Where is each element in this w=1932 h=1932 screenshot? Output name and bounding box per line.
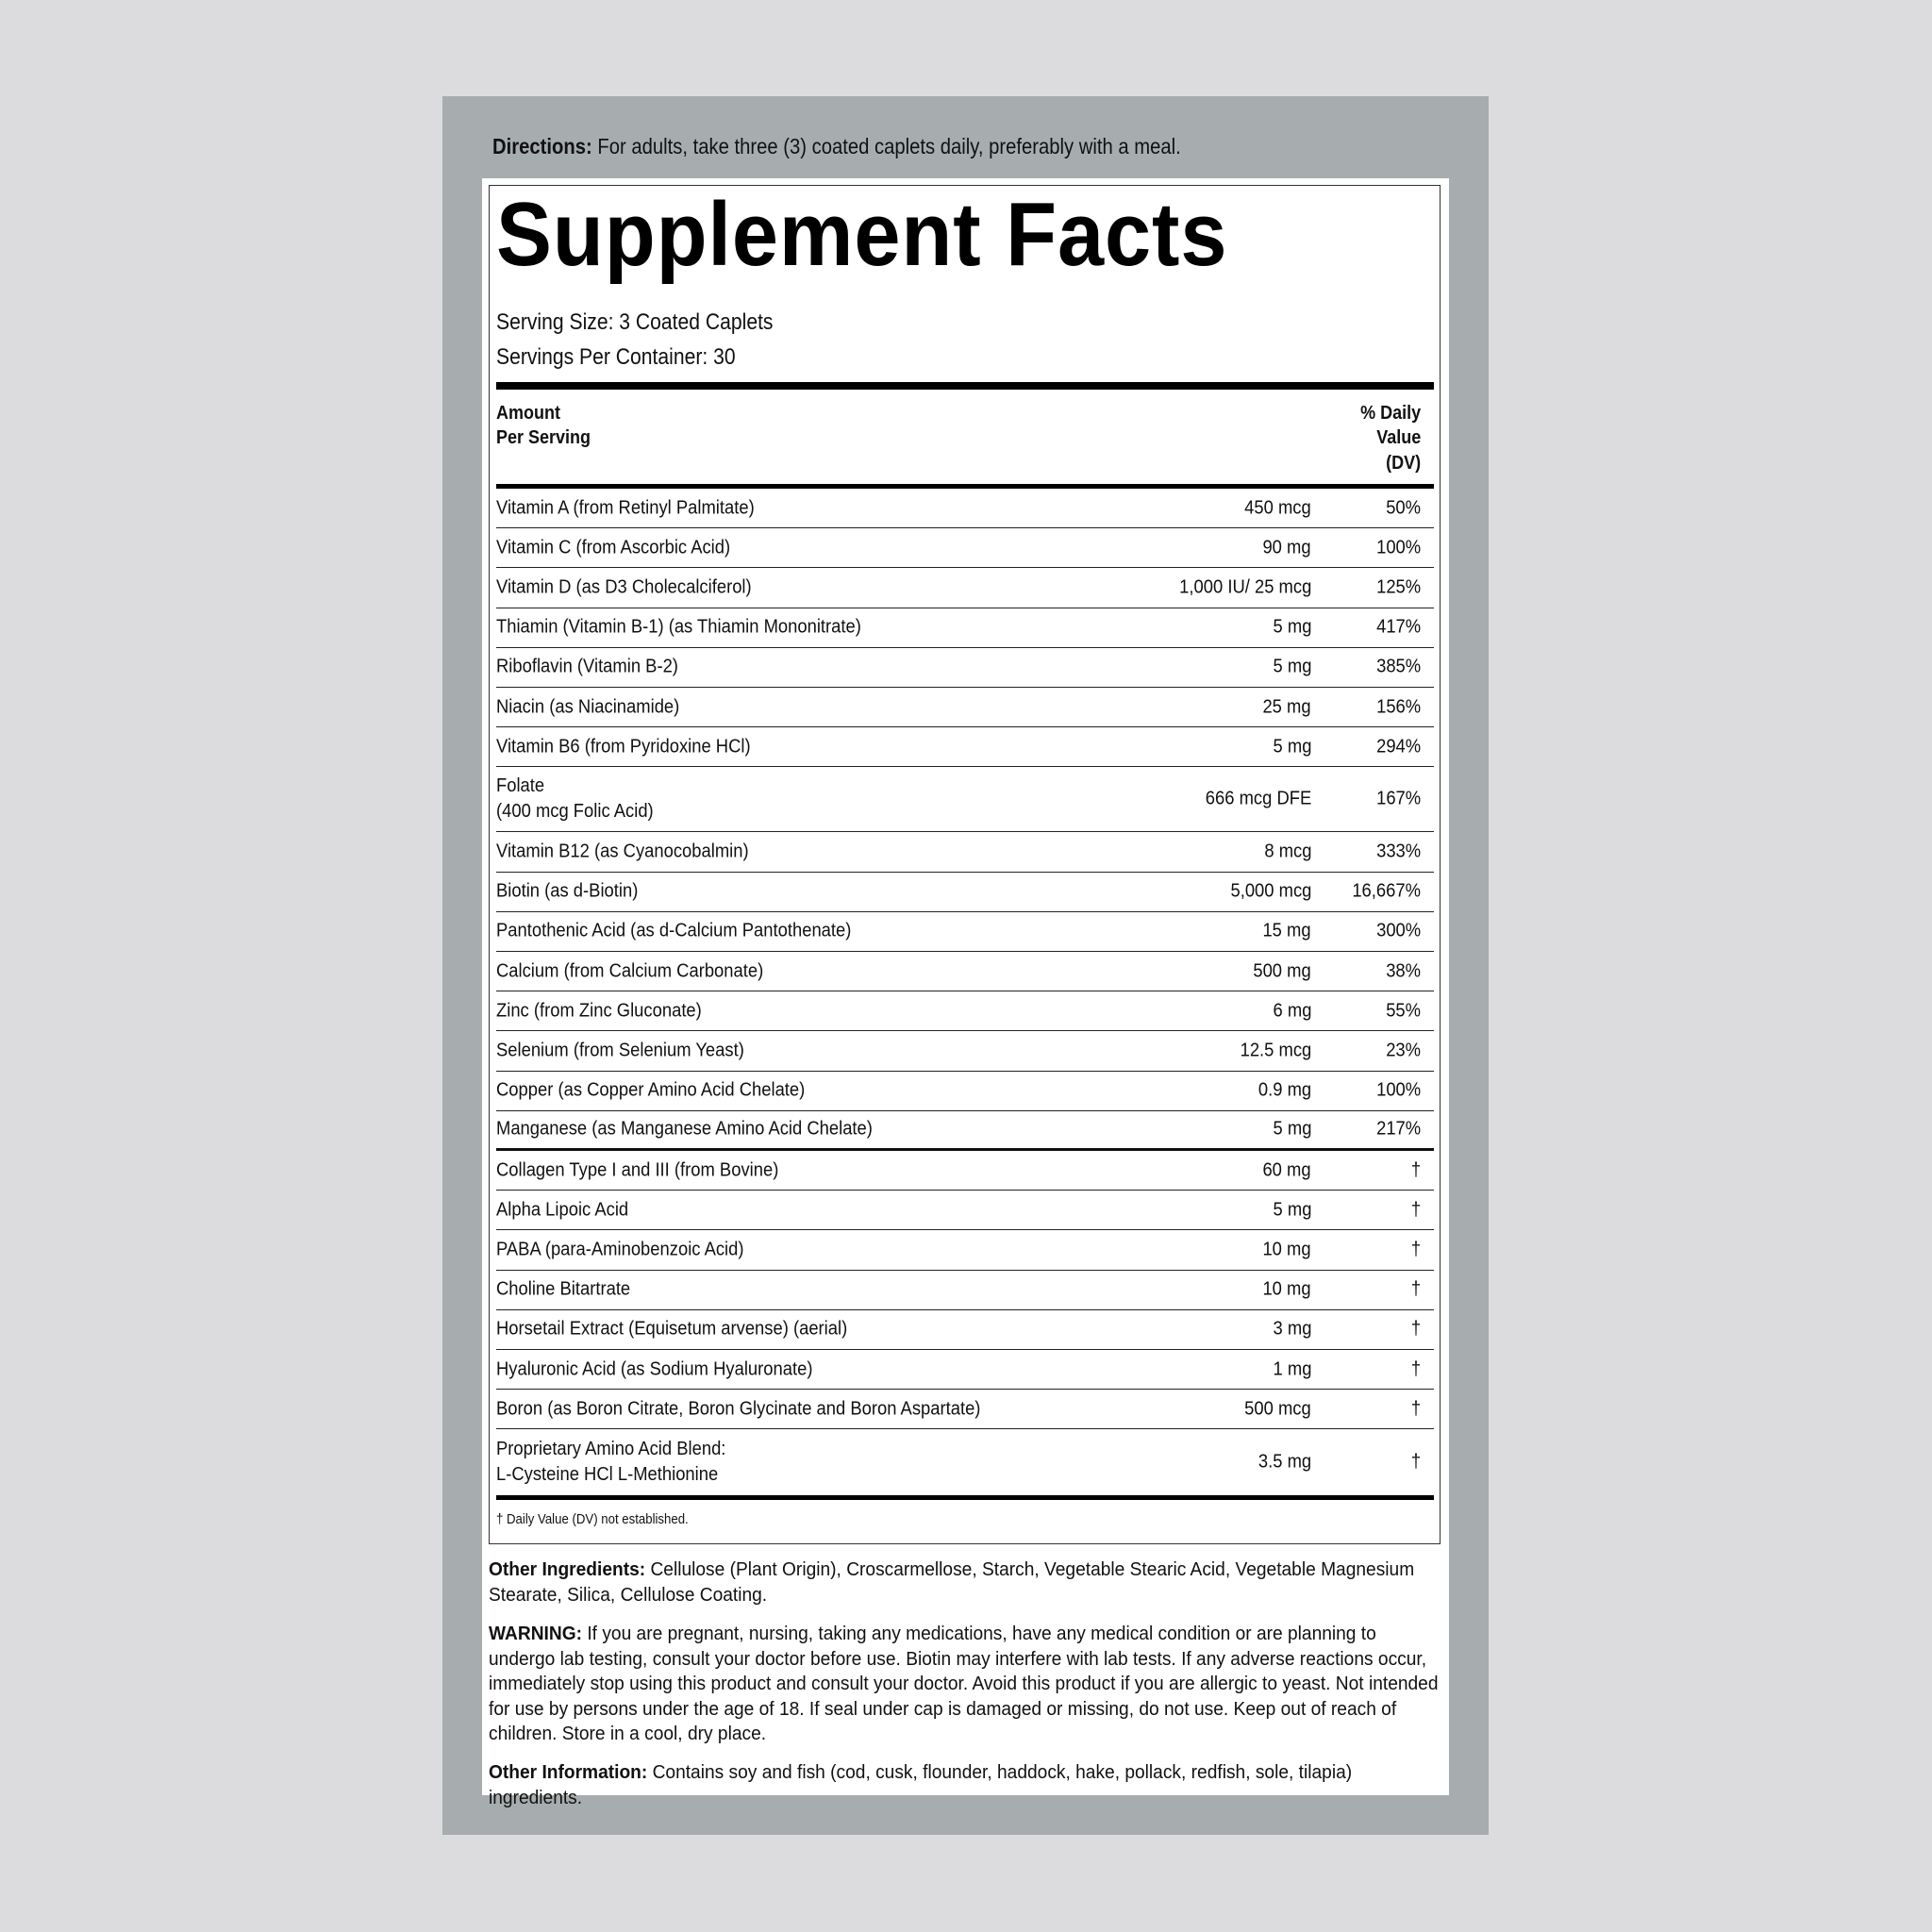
nutrient-amount: 0.9 mg <box>1257 1079 1311 1101</box>
nutrient-row <box>496 1230 1434 1270</box>
directions <box>492 130 1364 162</box>
other-ingredients-text: Cellulose (Plant Origin), Croscarmellose, Starch, Vegetable Stearic Acid, Vegetable Magnesium Stearate, Silica, Cellulose Coating. <box>489 1558 1415 1606</box>
other-ingredients <box>489 1557 1441 1607</box>
nutrient-name-line1: Vitamin C (from Ascorbic Acid) <box>496 537 731 558</box>
header-dv-line3: (DV) <box>1386 453 1421 474</box>
nutrient-daily-value: 16,667% <box>1352 880 1421 902</box>
nutrient-amount: 60 mg <box>1262 1159 1311 1181</box>
nutrient-row <box>496 648 1434 688</box>
nutrient-name <box>496 839 749 864</box>
directions-label: Directions: <box>492 134 592 158</box>
nutrient-name <box>496 774 654 824</box>
directions-text: For adults, take three (3) coated caplets daily, preferably with a meal. <box>591 134 1181 158</box>
nutrient-amount: 90 mg <box>1262 537 1311 558</box>
nutrient-row <box>496 1031 1434 1071</box>
nutrient-amount: 3.5 mg <box>1257 1451 1311 1473</box>
nutrient-name-line1: PABA (para-Aminobenzoic Acid) <box>496 1239 744 1260</box>
nutrient-daily-value: † <box>1410 1318 1421 1340</box>
nutrient-daily-value: † <box>1410 1199 1421 1221</box>
nutrient-name-line2: L-Cysteine HCl L-Methionine <box>496 1463 719 1485</box>
nutrient-amount: 10 mg <box>1262 1239 1311 1260</box>
nutrient-amount: 1 mg <box>1273 1358 1311 1380</box>
nutrient-daily-value: 385% <box>1375 656 1421 677</box>
nutrient-row <box>496 991 1434 1031</box>
nutrient-daily-value: 100% <box>1375 537 1421 558</box>
nutrient-name-line1: Copper (as Copper Amino Acid Chelate) <box>496 1079 806 1101</box>
nutrient-daily-value: 125% <box>1375 576 1421 598</box>
header-amount-line2: Per Serving <box>496 427 591 448</box>
nutrient-name <box>496 879 638 905</box>
nutrient-amount: 15 mg <box>1262 920 1311 941</box>
nutrient-name <box>496 1277 630 1303</box>
nutrient-row <box>496 688 1434 727</box>
nutrient-daily-value: 294% <box>1375 736 1421 758</box>
nutrient-daily-value: † <box>1410 1398 1421 1420</box>
nutrient-name <box>496 1197 628 1223</box>
servings-per-container: Servings Per Container: 30 <box>496 344 736 370</box>
nutrient-amount: 5 mg <box>1273 1199 1311 1221</box>
nutrient-row <box>496 1072 1434 1111</box>
dv-footnote: † Daily Value (DV) not established. <box>496 1511 689 1527</box>
nutrient-amount: 5 mg <box>1273 656 1311 677</box>
nutrient-amount: 8 mcg <box>1263 841 1311 862</box>
nutrient-daily-value: 50% <box>1386 497 1421 519</box>
nutrient-name-line1: Riboflavin (Vitamin B-2) <box>496 656 678 677</box>
thick-rule-top <box>496 382 1434 390</box>
nutrient-amount: 1,000 IU/ 25 mcg <box>1178 576 1311 598</box>
nutrient-row <box>496 1429 1434 1494</box>
nutrient-daily-value: 300% <box>1375 920 1421 941</box>
nutrient-name-line1: Choline Bitartrate <box>496 1278 631 1300</box>
nutrient-name-line1: Horsetail Extract (Equisetum arvense) (aerial) <box>496 1318 848 1340</box>
nutrient-amount: 500 mg <box>1253 960 1311 982</box>
nutrient-amount: 5 mg <box>1273 616 1311 638</box>
nutrient-amount: 6 mg <box>1273 1000 1311 1022</box>
nutrient-name-line1: Proprietary Amino Acid Blend: <box>496 1438 726 1459</box>
nutrient-name-line1: Collagen Type I and III (from Bovine) <box>496 1159 779 1181</box>
nutrient-row <box>496 912 1434 952</box>
nutrient-row <box>496 1191 1434 1230</box>
nutrient-name <box>496 1317 847 1342</box>
other-information <box>489 1760 1441 1810</box>
nutrient-name-line1: Niacin (as Niacinamide) <box>496 696 680 718</box>
nutrient-row <box>496 608 1434 648</box>
nutrient-name-line1: Boron (as Boron Citrate, Boron Glycinate and Boron Aspartate) <box>496 1398 981 1420</box>
nutrient-name-line1: Calcium (from Calcium Carbonate) <box>496 960 764 982</box>
nutrient-name-line1: Biotin (as d-Biotin) <box>496 880 639 902</box>
nutrient-name <box>496 495 755 521</box>
nutrient-daily-value: 100% <box>1375 1079 1421 1101</box>
nutrient-name-line1: Thiamin (Vitamin B-1) (as Thiamin Mononitrate) <box>496 616 861 638</box>
nutrient-amount: 25 mg <box>1262 696 1311 718</box>
nutrient-daily-value: 167% <box>1375 788 1421 809</box>
nutrient-name <box>496 1117 873 1142</box>
nutrient-row <box>496 832 1434 872</box>
nutrient-row <box>496 528 1434 568</box>
nutrient-name <box>496 1357 812 1382</box>
nutrient-name <box>496 694 679 720</box>
nutrient-row <box>496 568 1434 608</box>
thick-rule-bottom <box>496 1495 1434 1500</box>
nutrient-name <box>496 998 702 1024</box>
nutrient-name-line1: Alpha Lipoic Acid <box>496 1199 629 1221</box>
nutrient-daily-value: 156% <box>1375 696 1421 718</box>
header-dv-line1: % Daily <box>1359 403 1421 424</box>
nutrient-amount: 12.5 mcg <box>1240 1040 1311 1061</box>
nutrient-name-line1: Vitamin B6 (from Pyridoxine HCl) <box>496 736 751 758</box>
nutrient-row <box>496 1151 1434 1191</box>
nutrient-row <box>496 1390 1434 1429</box>
nutrient-row <box>496 1310 1434 1350</box>
nutrient-daily-value: 55% <box>1386 1000 1421 1022</box>
nutrient-daily-value: † <box>1410 1451 1421 1473</box>
nutrient-row <box>496 873 1434 912</box>
serving-size: Serving Size: 3 Coated Caplets <box>496 309 774 335</box>
warning <box>489 1622 1441 1747</box>
nutrient-row <box>496 489 1434 528</box>
header-amount-line1: Amount <box>496 403 560 424</box>
nutrient-daily-value: 23% <box>1386 1040 1421 1061</box>
nutrient-name <box>496 1437 725 1488</box>
nutrient-daily-value: † <box>1410 1239 1421 1260</box>
other-information-label: Other Information: <box>489 1761 648 1783</box>
nutrient-row <box>496 1111 1434 1151</box>
nutrient-row <box>496 952 1434 991</box>
nutrient-name-line1: Selenium (from Selenium Yeast) <box>496 1040 744 1061</box>
nutrient-name <box>496 575 752 600</box>
nutrient-amount: 3 mg <box>1273 1318 1311 1340</box>
nutrient-name <box>496 734 751 759</box>
nutrient-amount: 10 mg <box>1262 1278 1311 1300</box>
nutrient-name <box>496 1038 744 1063</box>
nutrient-name-line1: Hyaluronic Acid (as Sodium Hyaluronate) <box>496 1358 813 1380</box>
nutrient-name-line1: Vitamin A (from Retinyl Palmitate) <box>496 497 755 519</box>
supplement-facts-title: Supplement Facts <box>496 184 1228 285</box>
other-ingredients-label: Other Ingredients: <box>489 1558 646 1580</box>
nutrient-amount: 450 mcg <box>1244 497 1311 519</box>
header-dv-line2: Value <box>1375 427 1421 448</box>
nutrient-name <box>496 1078 805 1104</box>
nutrient-name <box>496 958 763 984</box>
nutrient-name-line1: Pantothenic Acid (as d-Calcium Pantothenate) <box>496 920 852 941</box>
warning-label: WARNING: <box>489 1623 583 1644</box>
nutrient-daily-value: † <box>1410 1159 1421 1181</box>
nutrient-row <box>496 767 1434 832</box>
nutrient-name <box>496 1396 980 1422</box>
nutrient-name <box>496 655 678 680</box>
other-information-text: Contains soy and fish (cod, cusk, flounder, haddock, hake, pollack, redfish, sole, tilapia) ingredients. <box>489 1761 1353 1808</box>
nutrient-name-line2: (400 mcg Folic Acid) <box>496 801 654 823</box>
nutrient-daily-value: 417% <box>1375 616 1421 638</box>
nutrient-name <box>496 615 861 641</box>
nutrient-daily-value: † <box>1410 1278 1421 1300</box>
nutrient-name <box>496 535 730 560</box>
nutrient-name-line1: Zinc (from Zinc Gluconate) <box>496 1000 702 1022</box>
nutrient-daily-value: 333% <box>1375 841 1421 862</box>
nutrient-name <box>496 1158 778 1183</box>
nutrient-daily-value: 38% <box>1386 960 1421 982</box>
nutrient-row <box>496 1350 1434 1390</box>
nutrient-name-line1: Vitamin D (as D3 Cholecalciferol) <box>496 576 752 598</box>
nutrient-daily-value: † <box>1410 1358 1421 1380</box>
warning-text: If you are pregnant, nursing, taking any medications, have any medical condition or are planning to undergo lab testing, consult your doctor before use. Biotin may interfere with lab tests. If any adverse reactions occur, immediately stop using this product and consult your doctor. Avoid this product if you are allergic to yeast. Not intended for use by persons under the age of 18. If seal under cap is damaged or missing, do not use. Keep out of reach of children. Store in a cool, dry place. <box>489 1623 1439 1744</box>
nutrient-amount: 666 mcg DFE <box>1205 788 1311 809</box>
nutrient-row <box>496 1271 1434 1310</box>
nutrient-name <box>496 1237 744 1262</box>
nutrient-row <box>496 727 1434 767</box>
nutrient-name-line1: Manganese (as Manganese Amino Acid Chelate) <box>496 1118 873 1140</box>
nutrient-amount: 5 mg <box>1273 736 1311 758</box>
nutrient-amount: 500 mcg <box>1244 1398 1311 1420</box>
nutrient-name-line1: Folate <box>496 775 545 797</box>
nutrient-name <box>496 919 851 944</box>
nutrient-daily-value: 217% <box>1375 1118 1421 1140</box>
nutrient-name-line1: Vitamin B12 (as Cyanocobalmin) <box>496 841 749 862</box>
nutrient-amount: 5 mg <box>1273 1118 1311 1140</box>
nutrient-amount: 5,000 mcg <box>1230 880 1311 902</box>
